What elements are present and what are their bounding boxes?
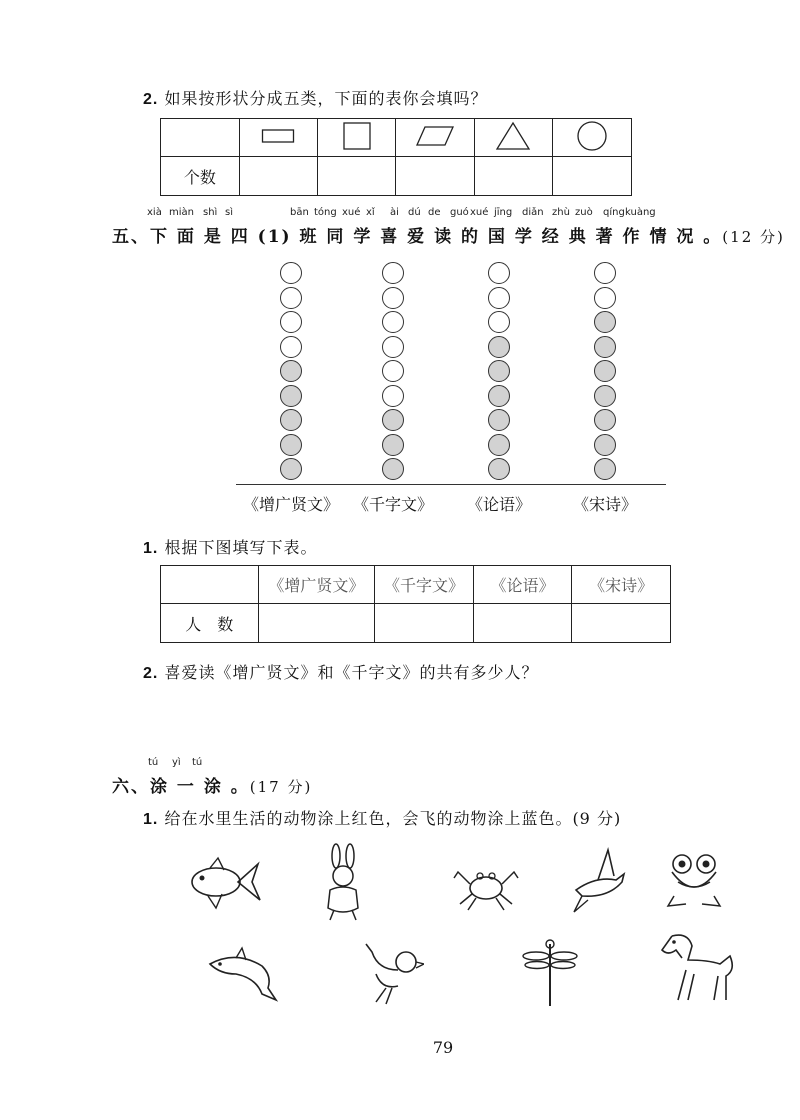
square-icon: [318, 119, 396, 157]
row-label: 个数: [161, 157, 240, 196]
row-label: 人 数: [161, 604, 259, 643]
pinyin-syllable: sì: [225, 207, 233, 218]
empty-bead: [280, 336, 302, 358]
question-1: [143, 535, 317, 558]
filled-bead: [594, 336, 616, 358]
book-label: 《增广贤文》: [242, 495, 339, 514]
filled-bead: [488, 360, 510, 382]
pinyin-syllable: ài: [390, 207, 399, 218]
answer-cell[interactable]: [572, 604, 671, 643]
pinyin-syllable: bān: [290, 207, 309, 218]
pinyin-syllable: xué: [342, 207, 361, 218]
filled-bead: [280, 458, 302, 480]
rectangle-icon: [239, 119, 317, 157]
dragonfly-icon[interactable]: [522, 936, 578, 1008]
filled-bead: [594, 458, 616, 480]
empty-bead: [382, 385, 404, 407]
empty-bead: [382, 336, 404, 358]
pinyin-syllable: xǐ: [366, 207, 375, 218]
filled-bead: [488, 434, 510, 456]
empty-bead: [382, 262, 404, 284]
empty-bead: [382, 311, 404, 333]
pinyin-syllable: jīng: [494, 207, 513, 218]
question-number: 2.: [143, 665, 159, 682]
shape-count-table: [160, 118, 632, 196]
section-5-heading: [112, 222, 785, 247]
goldfish-icon[interactable]: [186, 852, 266, 912]
book-label: 《千字文》: [352, 495, 433, 514]
filled-bead: [594, 360, 616, 382]
question-text: 喜爱读《增广贤文》和《千字文》的共有多少人？: [164, 663, 539, 682]
chart-baseline: [236, 484, 666, 485]
rabbit-icon[interactable]: [318, 842, 370, 922]
empty-header-cell: [161, 566, 259, 604]
question-number: 1.: [143, 540, 159, 557]
answer-cell[interactable]: [473, 604, 572, 643]
section-6-pinyin: [148, 757, 228, 771]
filled-bead: [594, 311, 616, 333]
filled-bead: [488, 336, 510, 358]
empty-bead: [594, 262, 616, 284]
answer-cell[interactable]: [552, 157, 631, 196]
section-5-score: (12 分): [722, 228, 785, 246]
column-header: 《千字文》: [375, 566, 474, 604]
section-6-title: 六、涂 一 涂 。: [112, 777, 250, 797]
pinyin-syllable: zuò: [575, 207, 593, 218]
empty-bead: [488, 287, 510, 309]
pinyin-syllable: xià: [147, 207, 162, 218]
question-text: 给在水里生活的动物涂上红色，会飞的动物涂上蓝色。(9 分): [164, 809, 622, 828]
empty-bead: [594, 287, 616, 309]
answer-cell[interactable]: [258, 604, 375, 643]
triangle-icon: [474, 119, 552, 157]
section-6-score: (17 分): [249, 778, 313, 796]
dolphin-icon[interactable]: [206, 944, 282, 1002]
filled-bead: [488, 458, 510, 480]
pinyin-syllable: guó: [450, 207, 469, 218]
empty-bead: [280, 311, 302, 333]
filled-bead: [280, 434, 302, 456]
pinyin-syllable: miàn: [169, 207, 194, 218]
filled-bead: [382, 409, 404, 431]
parallelogram-icon: [396, 119, 474, 157]
frog-icon[interactable]: [664, 852, 724, 910]
pinyin-syllable: tóng: [314, 207, 337, 218]
filled-bead: [488, 385, 510, 407]
question-number: 2.: [143, 91, 159, 108]
question-text: 根据下图填写下表。: [164, 538, 318, 557]
section-6-heading: [112, 772, 312, 797]
book-label: 《宋诗》: [572, 495, 637, 514]
book-label: 《论语》: [466, 495, 531, 514]
question-number: 1.: [143, 811, 159, 828]
section-5-pinyin: [145, 207, 675, 221]
question-2-top: [143, 86, 487, 109]
filled-bead: [594, 409, 616, 431]
question-2: [143, 660, 538, 683]
pinyin-syllable: dú: [408, 207, 421, 218]
question-6-1: [143, 806, 621, 829]
pinyin-syllable: xué: [470, 207, 489, 218]
filled-bead: [280, 360, 302, 382]
pinyin-syllable: de: [428, 207, 441, 218]
filled-bead: [488, 409, 510, 431]
empty-bead: [280, 287, 302, 309]
pinyin-syllable: zhù: [552, 207, 570, 218]
filled-bead: [280, 385, 302, 407]
pinyin-syllable: tú: [192, 757, 203, 768]
answer-cell[interactable]: [396, 157, 474, 196]
filled-bead: [594, 434, 616, 456]
circle-icon: [552, 119, 631, 157]
bead-chart: [236, 258, 666, 518]
column-header: 《论语》: [473, 566, 572, 604]
crab-icon[interactable]: [450, 858, 522, 914]
answer-cell[interactable]: [474, 157, 552, 196]
empty-bead: [382, 287, 404, 309]
filled-bead: [594, 385, 616, 407]
empty-bead: [488, 262, 510, 284]
horse-icon[interactable]: [658, 930, 740, 1006]
pinyin-syllable: qíng: [603, 207, 625, 218]
empty-header-cell: [161, 119, 240, 157]
column-header: 《宋诗》: [572, 566, 671, 604]
dove-icon[interactable]: [568, 846, 628, 916]
pinyin-syllable: kuàng: [625, 207, 656, 218]
column-header: 《增广贤文》: [258, 566, 375, 604]
reading-count-table: [160, 565, 671, 643]
answer-cell[interactable]: [318, 157, 396, 196]
empty-bead: [280, 262, 302, 284]
empty-bead: [382, 360, 404, 382]
pinyin-syllable: shì: [203, 207, 218, 218]
empty-bead: [488, 311, 510, 333]
filled-bead: [382, 458, 404, 480]
filled-bead: [382, 434, 404, 456]
answer-cell[interactable]: [375, 604, 474, 643]
pinyin-syllable: diǎn: [522, 207, 544, 218]
bird-icon[interactable]: [362, 940, 424, 1006]
answer-cell[interactable]: [239, 157, 317, 196]
pinyin-syllable: yì: [172, 757, 181, 768]
section-5-title: 五、下 面 是 四 (1) 班 同 学 喜 爱 读 的 国 学 经 典 著 作 情 况 。: [112, 227, 723, 247]
pinyin-syllable: tú: [148, 757, 159, 768]
filled-bead: [280, 409, 302, 431]
question-text: 如果按形状分成五类，下面的表你会填吗？: [164, 89, 488, 108]
page-number: 79: [432, 1038, 454, 1057]
